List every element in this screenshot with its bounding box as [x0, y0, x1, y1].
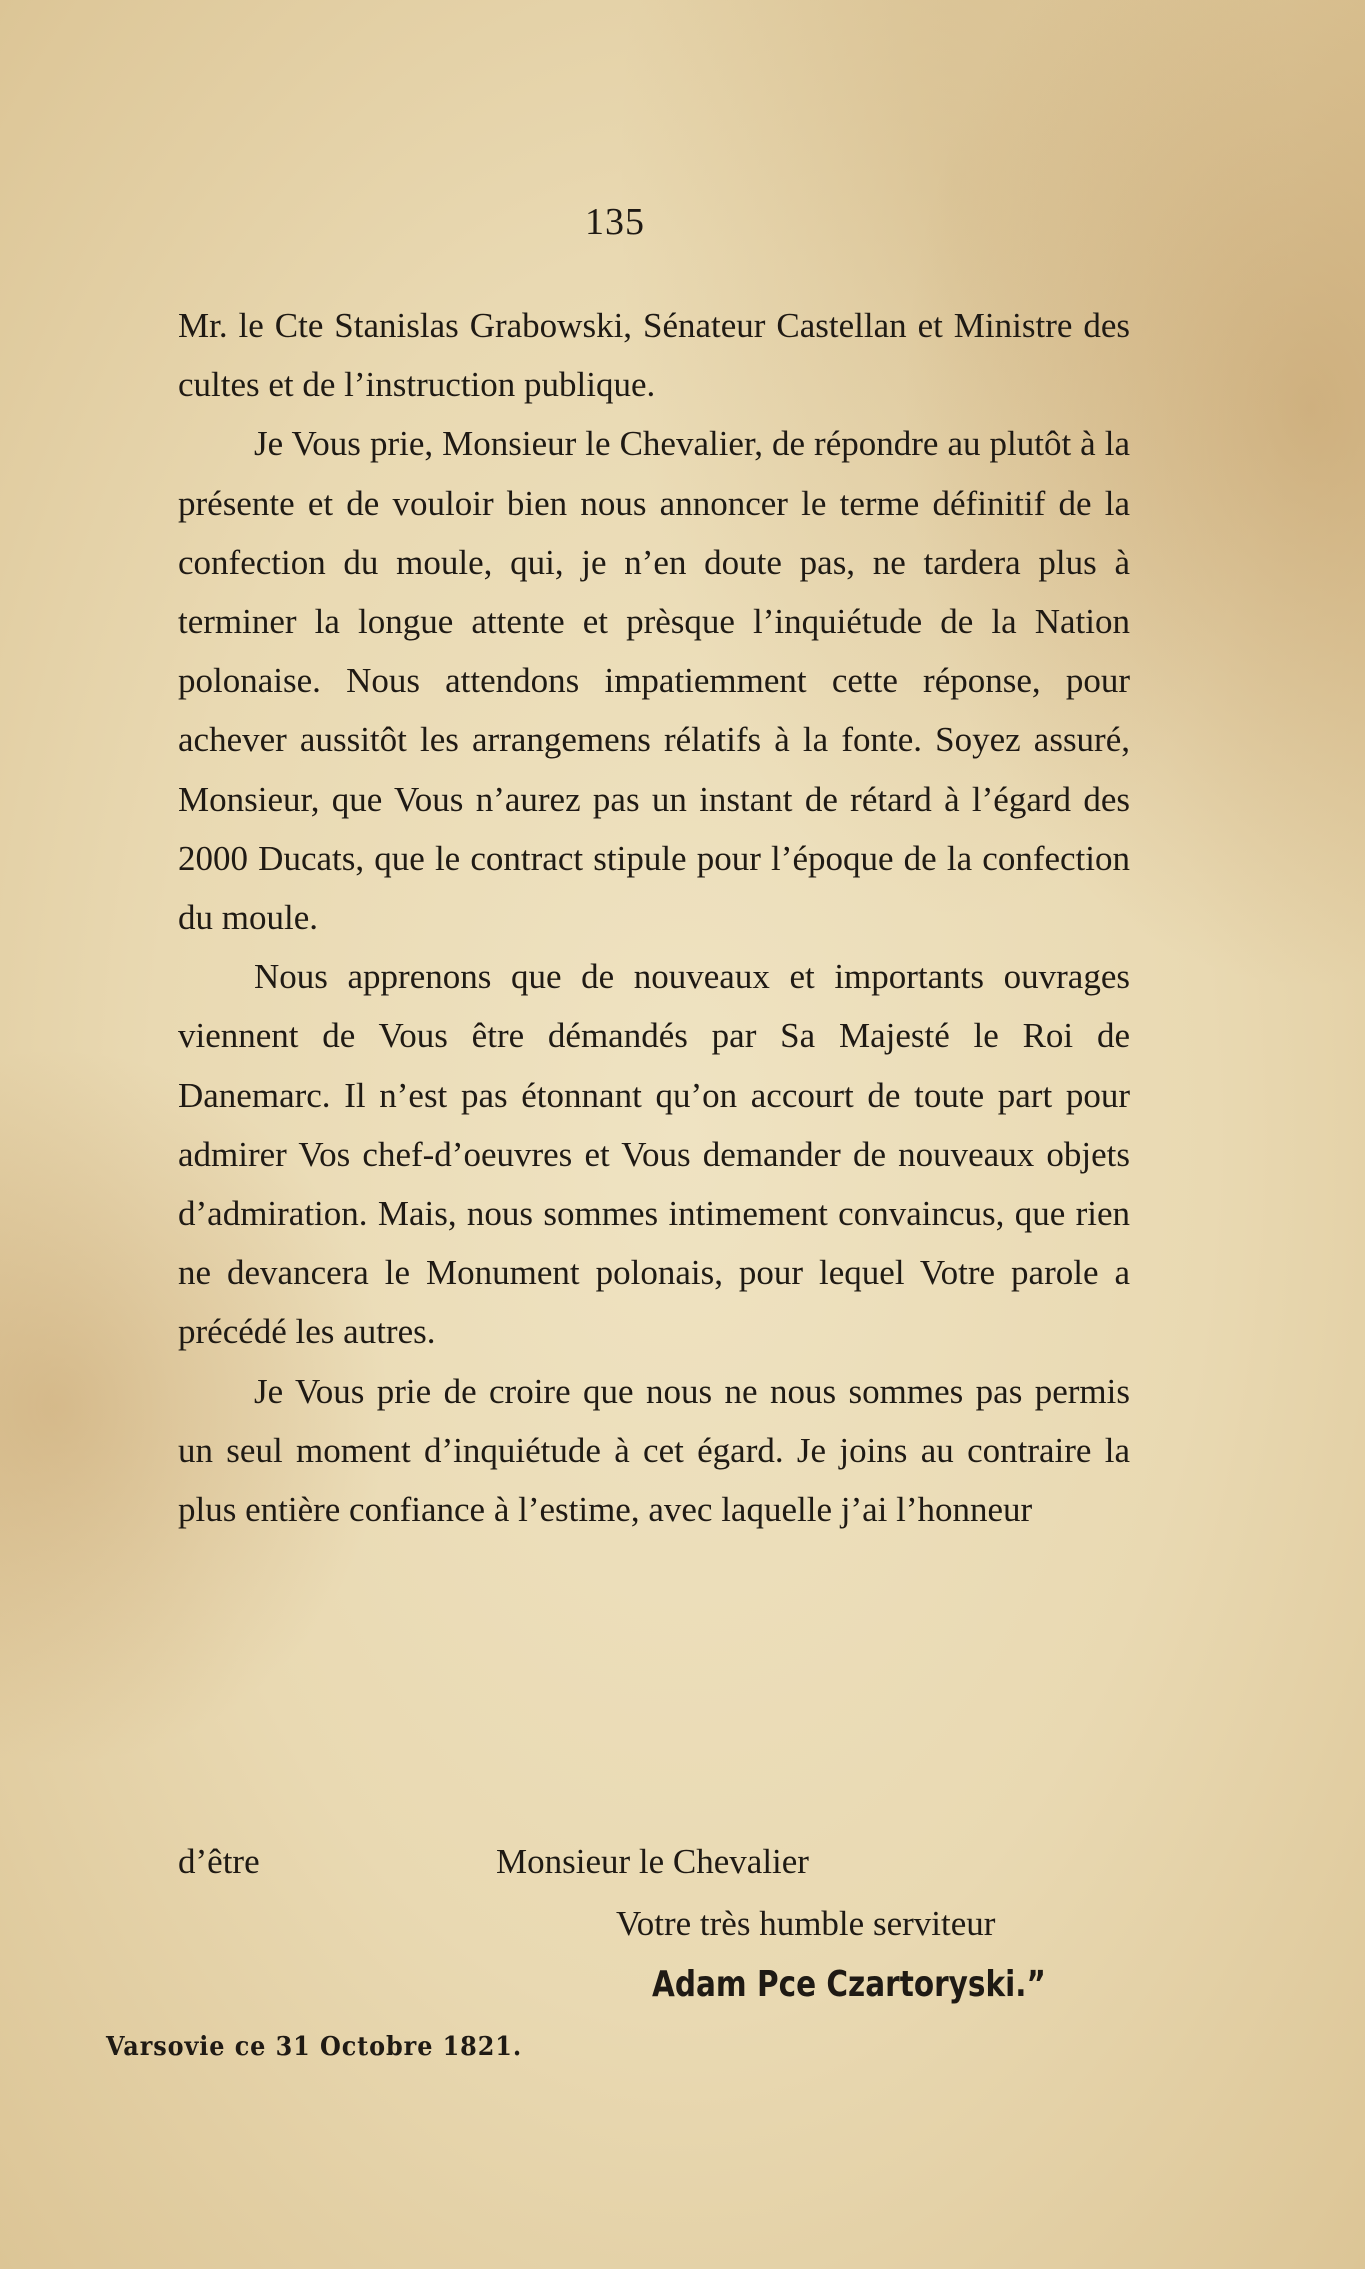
date-line: Varsovie ce 31 Octobre 1821.	[106, 2032, 523, 2062]
signature-name: Adam	[652, 1964, 747, 2005]
paragraph-news: Nous apprenons que de nouveaux et importants ouvrages viennent de Vous être démandés par Sa Majesté le Roi de Danemarc. Il n’est pas étonnant qu’on accourt de toute part pour admirer Vos chef-d’oeuvres et Vous demander de nouveaux objets d’admiration. Mais, nous sommes intimement convaincus, que rien ne devancera le Monument polonais, pour lequel Votre parole a précédé les autres.	[178, 957, 1130, 1352]
closing-servant: Votre très humble serviteur	[616, 1904, 996, 1943]
signature	[652, 1964, 1046, 2005]
letter-body	[178, 296, 1130, 1539]
paragraph-addressee: Mr. le Cte Stanislas Grabowski, Sénateur Castellan et Ministre des cultes et de l’instruction publique.	[178, 306, 1130, 405]
page-number: 135	[585, 201, 645, 243]
closing-etre: d’être	[178, 1842, 260, 1881]
closing-salutation: Monsieur le Chevalier	[496, 1842, 809, 1881]
paragraph-request: Je Vous prie, Monsieur le Chevalier, de répondre au plutôt à la présente et de vouloir bien nous annoncer le terme définitif de la confection du moule, qui, je n’en doute pas, ne tardera plus à terminer la longue attente et prèsque l’inquiétude de la Nation polonaise. Nous attendons impatiemment cette réponse, pour achever aussitôt les arrangemens rélatifs à la fonte. Soyez assuré, Monsieur, que Vous n’aurez pas un instant de rétard à l’égard des 2000 Ducats, que le contract stipule pour l’époque de la confection du moule.	[178, 424, 1130, 938]
closing-line	[178, 1842, 809, 1882]
signature-title	[757, 1964, 816, 2005]
paragraph-assurance: Je Vous prie de croire que nous ne nous sommes pas permis un seul moment d’inquiétude à cet égard. Je joins au contraire la plus entière confiance à l’estime, avec laquelle j’ai l’honneur	[178, 1371, 1130, 1530]
signature-title-text: Pce	[756, 1964, 817, 2005]
signature-surname: Czartoryski.”	[826, 1964, 1046, 2005]
